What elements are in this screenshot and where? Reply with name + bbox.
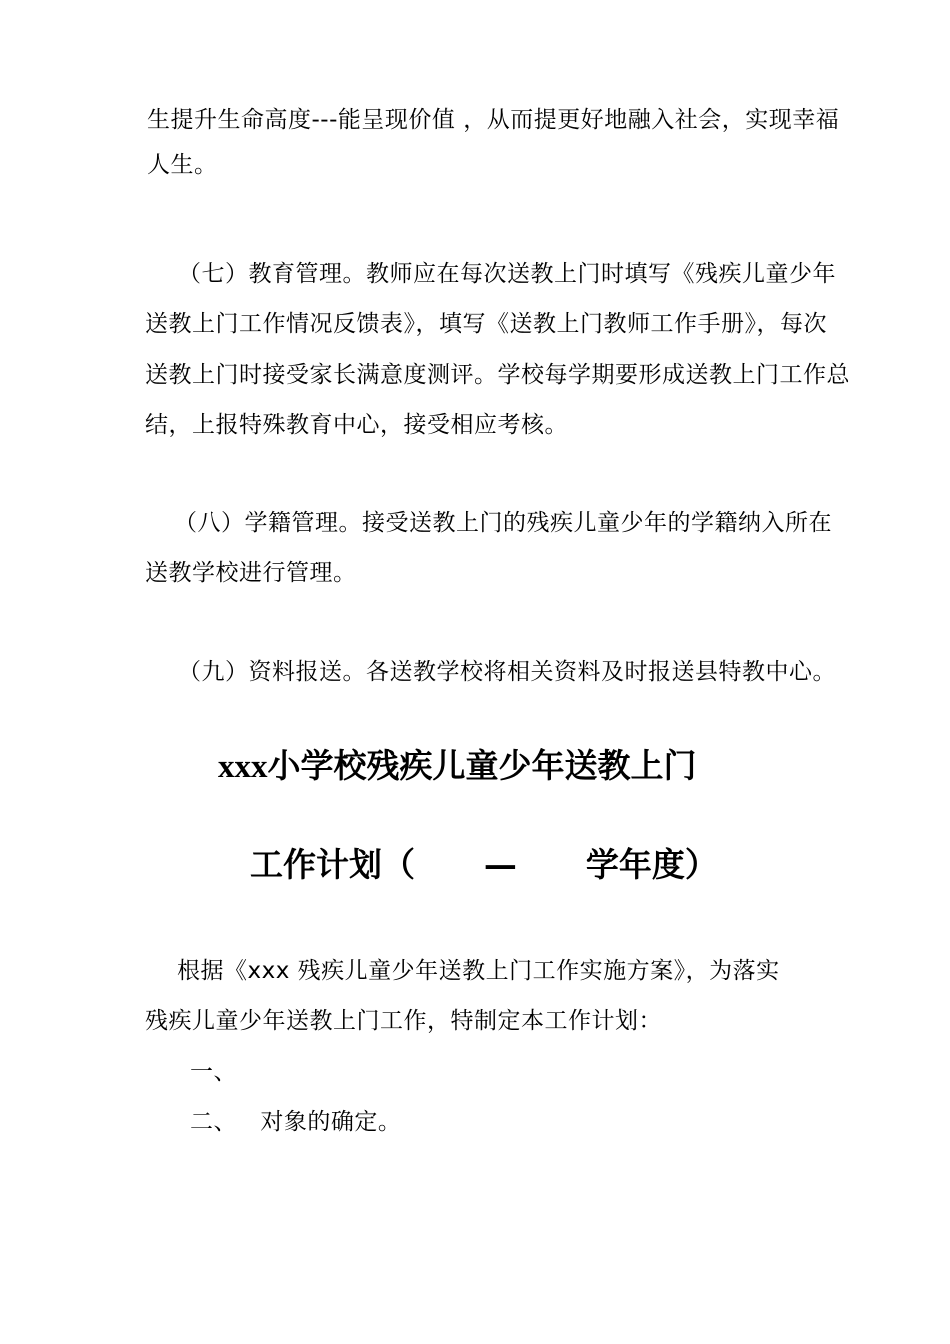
title-school-name: xxx bbox=[218, 749, 268, 785]
paragraph-line: 送教学校进行管理。 bbox=[145, 560, 357, 586]
document-title-line2: 工作计划（ — 学年度） bbox=[250, 845, 718, 884]
section-eight-heading-line: （八）学籍管理。接受送教上门的残疾儿童少年的学籍纳入所在 bbox=[174, 510, 832, 536]
document-title-line1 bbox=[218, 744, 697, 789]
paragraph-line: 人生。 bbox=[147, 152, 218, 178]
intro-paragraph-line: 残疾儿童少年送教上门工作，特制定本工作计划： bbox=[145, 1008, 662, 1034]
title-text: 小学校残疾儿童少年送教上门 bbox=[267, 746, 697, 785]
paragraph-line: 送教上门时接受家长满意度测评。学校每学期要形成送教上门工作总 bbox=[145, 362, 850, 388]
paragraph-line: 生提升生命高度---能呈现价值 ，从而提更好地融入社会，实现幸福 bbox=[147, 107, 840, 133]
paragraph-line: 送教上门工作情况反馈表》，填写《送教上门教师工作手册》，每次 bbox=[145, 311, 827, 337]
intro-paragraph-line: 根据《xxx 残疾儿童少年送教上门工作实施方案》，为落实 bbox=[177, 958, 780, 984]
list-item-two: 二、 对象的确定。 bbox=[190, 1109, 402, 1135]
section-nine-heading-line: （九）资料报送。各送教学校将相关资料及时报送县特教中心。 bbox=[178, 659, 836, 685]
list-item-one: 一、 bbox=[190, 1059, 237, 1085]
paragraph-line: 结，上报特殊教育中心，接受相应考核。 bbox=[145, 412, 568, 438]
section-seven-heading-line: （七）教育管理。教师应在每次送教上门时填写《残疾儿童少年 bbox=[178, 261, 836, 287]
